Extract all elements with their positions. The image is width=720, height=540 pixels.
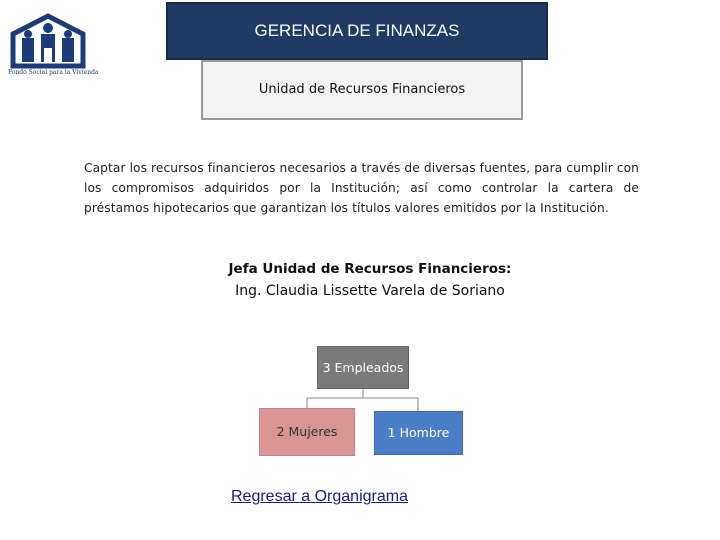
employees-total-node: 3 Empleados bbox=[317, 346, 409, 389]
department-title: GERENCIA DE FINANZAS bbox=[166, 2, 548, 60]
back-to-org-chart-link[interactable]: Regresar a Organigrama bbox=[231, 488, 408, 505]
employees-men-node: 1 Hombre bbox=[374, 411, 463, 455]
unit-title: Unidad de Recursos Financieros bbox=[201, 60, 523, 120]
chief-name: Ing. Claudia Lissette Varela de Soriano bbox=[235, 283, 505, 299]
unit-description: Captar los recursos financieros necesarios a través de diversas fuentes, para cumplir con los compromisos adquiridos por la Institución; así como controlar la cartera de préstamos hipotecarios que garantizan los títulos valores emitidos por la Institución. bbox=[84, 161, 639, 215]
chief-title: Jefa Unidad de Recursos Financieros: bbox=[228, 261, 512, 277]
employees-women-node: 2 Mujeres bbox=[259, 408, 355, 456]
logo-caption: Fondo Social para la Vivienda bbox=[8, 69, 99, 76]
